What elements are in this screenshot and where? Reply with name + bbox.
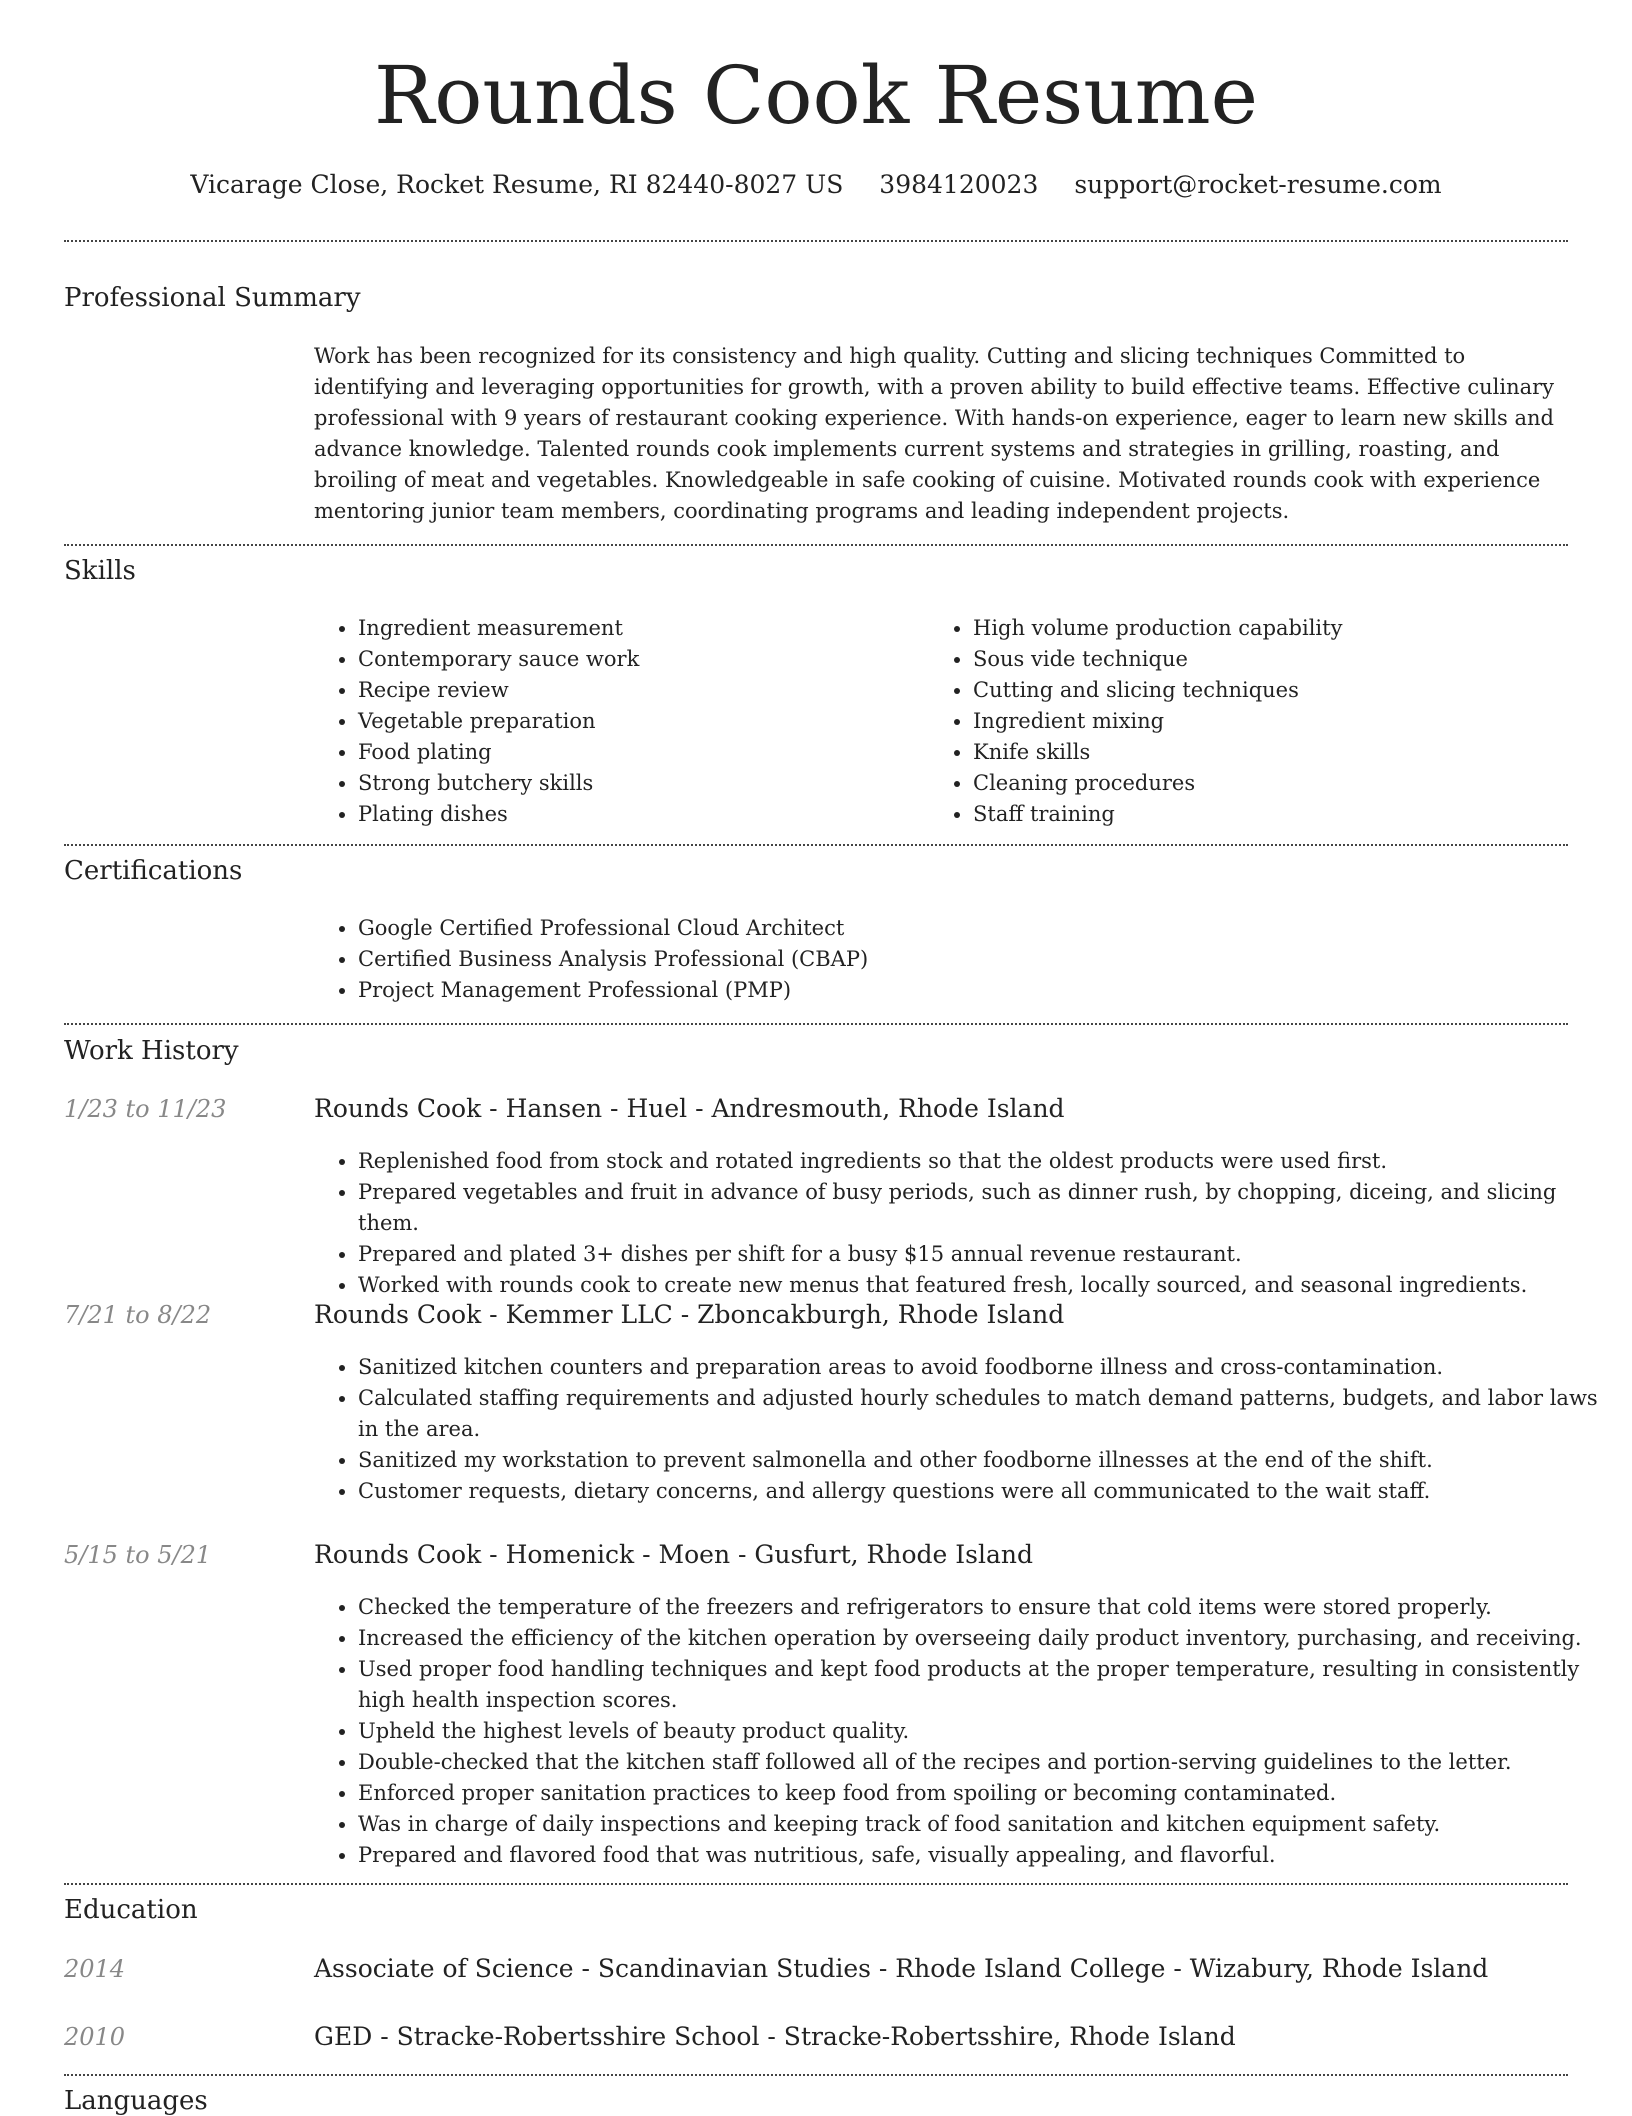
contact-email: support@rocket-resume.com <box>1074 170 1442 199</box>
list-item: • Plating dishes <box>358 799 918 830</box>
list-item: • Customer requests, dietary concerns, and allergy questions were all communicated to the wait staff. <box>358 1476 1612 1507</box>
section-title-skills: Skills <box>64 556 136 586</box>
education-degree: Associate of Science - Scandinavian Studies - Rhode Island College - Wizabury, Rhode Island <box>314 1954 1489 1983</box>
job-bullets <box>314 1592 1612 1871</box>
section-title-work-history: Work History <box>64 1036 239 1066</box>
certifications-list <box>314 913 1612 1006</box>
job-dates: 1/23 to 11/23 <box>64 1095 227 1123</box>
divider <box>64 1023 1568 1025</box>
list-item: • Contemporary sauce work <box>358 644 918 675</box>
list-item: • Replenished food from stock and rotated ingredients so that the oldest products were used first. <box>358 1146 1612 1177</box>
list-item: • Prepared vegetables and fruit in advance of busy periods, such as dinner rush, by chopping, diceing, and slicing them. <box>358 1177 1612 1239</box>
list-item: • Prepared and flavored food that was nutritious, safe, visually appealing, and flavorful. <box>358 1840 1612 1871</box>
list-item: • Knife skills <box>973 737 1573 768</box>
job-bullets <box>314 1146 1612 1301</box>
job-title: Rounds Cook - Kemmer LLC - Zboncakburgh, Rhode Island <box>314 1300 1065 1329</box>
list-item: • Prepared and plated 3+ dishes per shift for a busy $15 annual revenue restaurant. <box>358 1239 1612 1270</box>
list-item: • Food plating <box>358 737 918 768</box>
list-item: • Vegetable preparation <box>358 706 918 737</box>
contact-address: Vicarage Close, Rocket Resume, RI 82440-8027 US <box>190 170 844 199</box>
education-degree: GED - Stracke-Robertsshire School - Stracke-Robertsshire, Rhode Island <box>314 2022 1236 2051</box>
list-item: • Worked with rounds cook to create new menus that featured fresh, locally sourced, and seasonal ingredients. <box>358 1270 1612 1301</box>
list-item: • Calculated staffing requirements and adjusted hourly schedules to match demand patterns, budgets, and labor laws in the area. <box>358 1383 1612 1445</box>
list-item: • Increased the efficiency of the kitchen operation by overseeing daily product inventory, purchasing, and receiving. <box>358 1623 1612 1654</box>
job-title: Rounds Cook - Hansen - Huel - Andresmouth, Rhode Island <box>314 1094 1065 1123</box>
section-title-education: Education <box>64 1895 198 1925</box>
job-dates: 5/15 to 5/21 <box>64 1541 212 1569</box>
list-item: • Was in charge of daily inspections and keeping track of food sanitation and kitchen equipment safety. <box>358 1809 1612 1840</box>
list-item: • Ingredient mixing <box>973 706 1573 737</box>
section-title-certifications: Certifications <box>64 856 243 886</box>
list-item: • Google Certified Professional Cloud Architect <box>358 913 1612 944</box>
list-item: • Used proper food handling techniques and kept food products at the proper temperature, resulting in consistently high health inspection scores. <box>358 1654 1612 1716</box>
skills-list-right <box>929 613 1573 830</box>
list-item: • Recipe review <box>358 675 918 706</box>
job-bullets <box>314 1352 1612 1507</box>
list-item: • Certified Business Analysis Professional (CBAP) <box>358 944 1612 975</box>
divider <box>64 844 1568 846</box>
divider <box>64 240 1568 242</box>
list-item: • Upheld the highest levels of beauty product quality. <box>358 1716 1612 1747</box>
list-item: • Staff training <box>973 799 1573 830</box>
list-item: • Sanitized kitchen counters and preparation areas to avoid foodborne illness and cross-contamination. <box>358 1352 1612 1383</box>
list-item: • Ingredient measurement <box>358 613 918 644</box>
resume-title: Rounds Cook Resume <box>374 49 1258 142</box>
list-item: • Cutting and slicing techniques <box>973 675 1573 706</box>
job-dates: 7/21 to 8/22 <box>64 1301 212 1329</box>
divider <box>64 1883 1568 1885</box>
list-item: • Strong butchery skills <box>358 768 918 799</box>
summary-text: Work has been recognized for its consistency and high quality. Cutting and slicing techniques Committed to identifying and leveraging opportunities for growth, with a proven ability to build effective teams. Effective culinary professional with 9 years of restaurant cooking experience. With hands-on experience, eager to learn new skills and advance knowledge. Talented rounds cook implements current systems and strategies in grilling, roasting, and broiling of meat and vegetables. Knowledgeable in safe cooking of cuisine. Motivated rounds cook with experience mentoring junior team members, coordinating programs and leading independent projects. <box>314 344 1555 523</box>
list-item: • High volume production capability <box>973 613 1573 644</box>
job-title: Rounds Cook - Homenick - Moen - Gusfurt, Rhode Island <box>314 1540 1033 1569</box>
skills-list-left <box>314 613 918 830</box>
section-title-summary: Professional Summary <box>64 283 361 313</box>
education-year: 2010 <box>64 2023 126 2051</box>
list-item: • Sous vide technique <box>973 644 1573 675</box>
section-title-languages: Languages <box>64 2086 208 2116</box>
list-item: • Checked the temperature of the freezers and refrigerators to ensure that cold items were stored properly. <box>358 1592 1612 1623</box>
education-year: 2014 <box>64 1955 126 1983</box>
contact-line <box>0 170 1632 199</box>
divider <box>64 2074 1568 2076</box>
list-item: • Cleaning procedures <box>973 768 1573 799</box>
list-item: • Project Management Professional (PMP) <box>358 975 1612 1006</box>
list-item: • Enforced proper sanitation practices to keep food from spoiling or becoming contaminated. <box>358 1778 1612 1809</box>
contact-phone: 3984120023 <box>879 170 1039 199</box>
list-item: • Sanitized my workstation to prevent salmonella and other foodborne illnesses at the end of the shift. <box>358 1445 1612 1476</box>
list-item: • Double-checked that the kitchen staff followed all of the recipes and portion-serving guidelines to the letter. <box>358 1747 1612 1778</box>
divider <box>64 544 1568 546</box>
